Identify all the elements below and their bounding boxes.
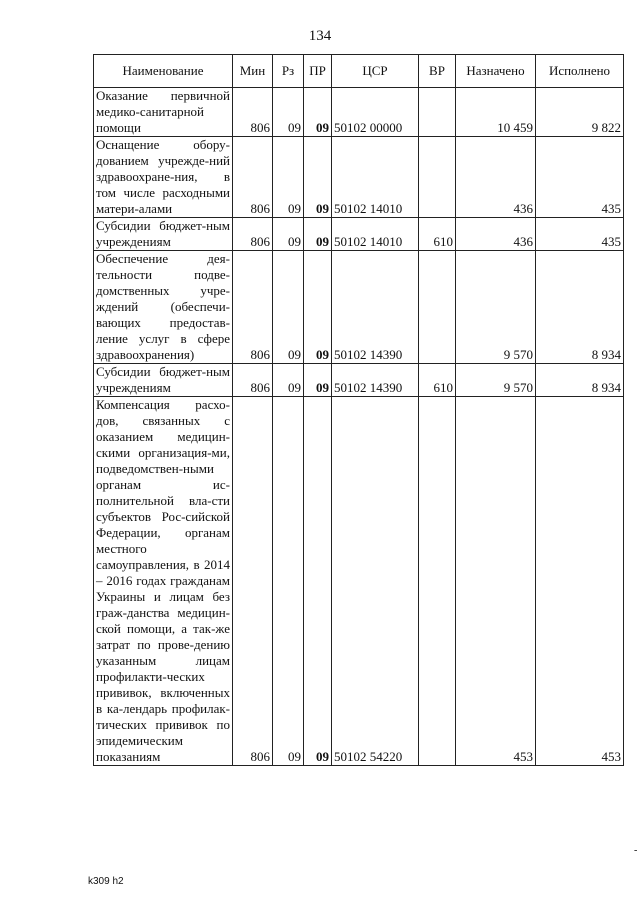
cell-rz: 09 <box>273 137 304 218</box>
budget-table <box>93 54 624 766</box>
cell-csr: 50102 14010 <box>332 218 419 251</box>
cell-csr: 50102 14390 <box>332 364 419 397</box>
cell-rz: 09 <box>273 251 304 364</box>
cell-pr: 09 <box>304 137 332 218</box>
col-header-rz: Рз <box>273 55 304 88</box>
cell-name: Субсидии бюджет-ным учреждениям <box>94 218 233 251</box>
cell-csr: 50102 14010 <box>332 137 419 218</box>
cell-rz: 09 <box>273 397 304 766</box>
table-row <box>94 397 624 766</box>
cell-executed: 435 <box>536 137 624 218</box>
cell-executed: 8 934 <box>536 251 624 364</box>
cell-vr <box>419 88 456 137</box>
table-header-row <box>94 55 624 88</box>
cell-min: 806 <box>233 364 273 397</box>
cell-pr: 09 <box>304 251 332 364</box>
table-row <box>94 88 624 137</box>
table-row <box>94 137 624 218</box>
cell-pr: 09 <box>304 364 332 397</box>
cell-assigned: 453 <box>456 397 536 766</box>
cell-executed: 453 <box>536 397 624 766</box>
cell-min: 806 <box>233 251 273 364</box>
edge-mark: - <box>634 845 638 856</box>
table-row <box>94 364 624 397</box>
col-header-name: Наименование <box>94 55 233 88</box>
cell-vr <box>419 251 456 364</box>
col-header-vr: ВР <box>419 55 456 88</box>
cell-rz: 09 <box>273 218 304 251</box>
cell-name: Компенсация расхо-дов, связанных с оказанием медицин-скими организация-ми, подведомствен-ными органам ис-полнительной вла-сти субъектов Рос-сийской Федерации, органам местного самоуправления, в 2014 – 2016 годах гражданам Украины и лицам без граж-данства медицин-ской помощи, а так-же затрат по прове-дению указанным лицам профилакти-ческих прививок, включенных в ка-лендарь профилак-тических прививок по эпидемическим показаниям <box>94 397 233 766</box>
col-header-csr: ЦСР <box>332 55 419 88</box>
cell-assigned: 9 570 <box>456 251 536 364</box>
cell-executed: 9 822 <box>536 88 624 137</box>
cell-csr: 50102 00000 <box>332 88 419 137</box>
cell-assigned: 9 570 <box>456 364 536 397</box>
cell-name: Обеспечение дея-тельности подве-домственных учре-ждений (обеспечи-вающих предостав-ление услуг в сфере здравоохранения) <box>94 251 233 364</box>
cell-assigned: 436 <box>456 218 536 251</box>
cell-min: 806 <box>233 218 273 251</box>
cell-name: Оказание первичной медико-санитарной помощи <box>94 88 233 137</box>
cell-min: 806 <box>233 397 273 766</box>
col-header-executed: Исполнено <box>536 55 624 88</box>
cell-vr: 610 <box>419 364 456 397</box>
col-header-assigned: Назначено <box>456 55 536 88</box>
cell-rz: 09 <box>273 88 304 137</box>
cell-name: Оснащение обору-дованием учрежде-ний здравоохране-ния, в том числе расходными матери-алами <box>94 137 233 218</box>
cell-pr: 09 <box>304 218 332 251</box>
cell-executed: 435 <box>536 218 624 251</box>
cell-vr: 610 <box>419 218 456 251</box>
table-row <box>94 251 624 364</box>
cell-pr: 09 <box>304 88 332 137</box>
cell-name: Субсидии бюджет-ным учреждениям <box>94 364 233 397</box>
cell-vr <box>419 137 456 218</box>
table-row <box>94 218 624 251</box>
cell-rz: 09 <box>273 364 304 397</box>
cell-assigned: 10 459 <box>456 88 536 137</box>
page-number: 134 <box>308 28 332 44</box>
col-header-min: Мин <box>233 55 273 88</box>
cell-csr: 50102 14390 <box>332 251 419 364</box>
footer-code: k309 h2 <box>88 876 124 887</box>
col-header-pr: ПР <box>304 55 332 88</box>
cell-min: 806 <box>233 88 273 137</box>
cell-csr: 50102 54220 <box>332 397 419 766</box>
cell-min: 806 <box>233 137 273 218</box>
cell-assigned: 436 <box>456 137 536 218</box>
cell-vr <box>419 397 456 766</box>
cell-pr: 09 <box>304 397 332 766</box>
cell-executed: 8 934 <box>536 364 624 397</box>
